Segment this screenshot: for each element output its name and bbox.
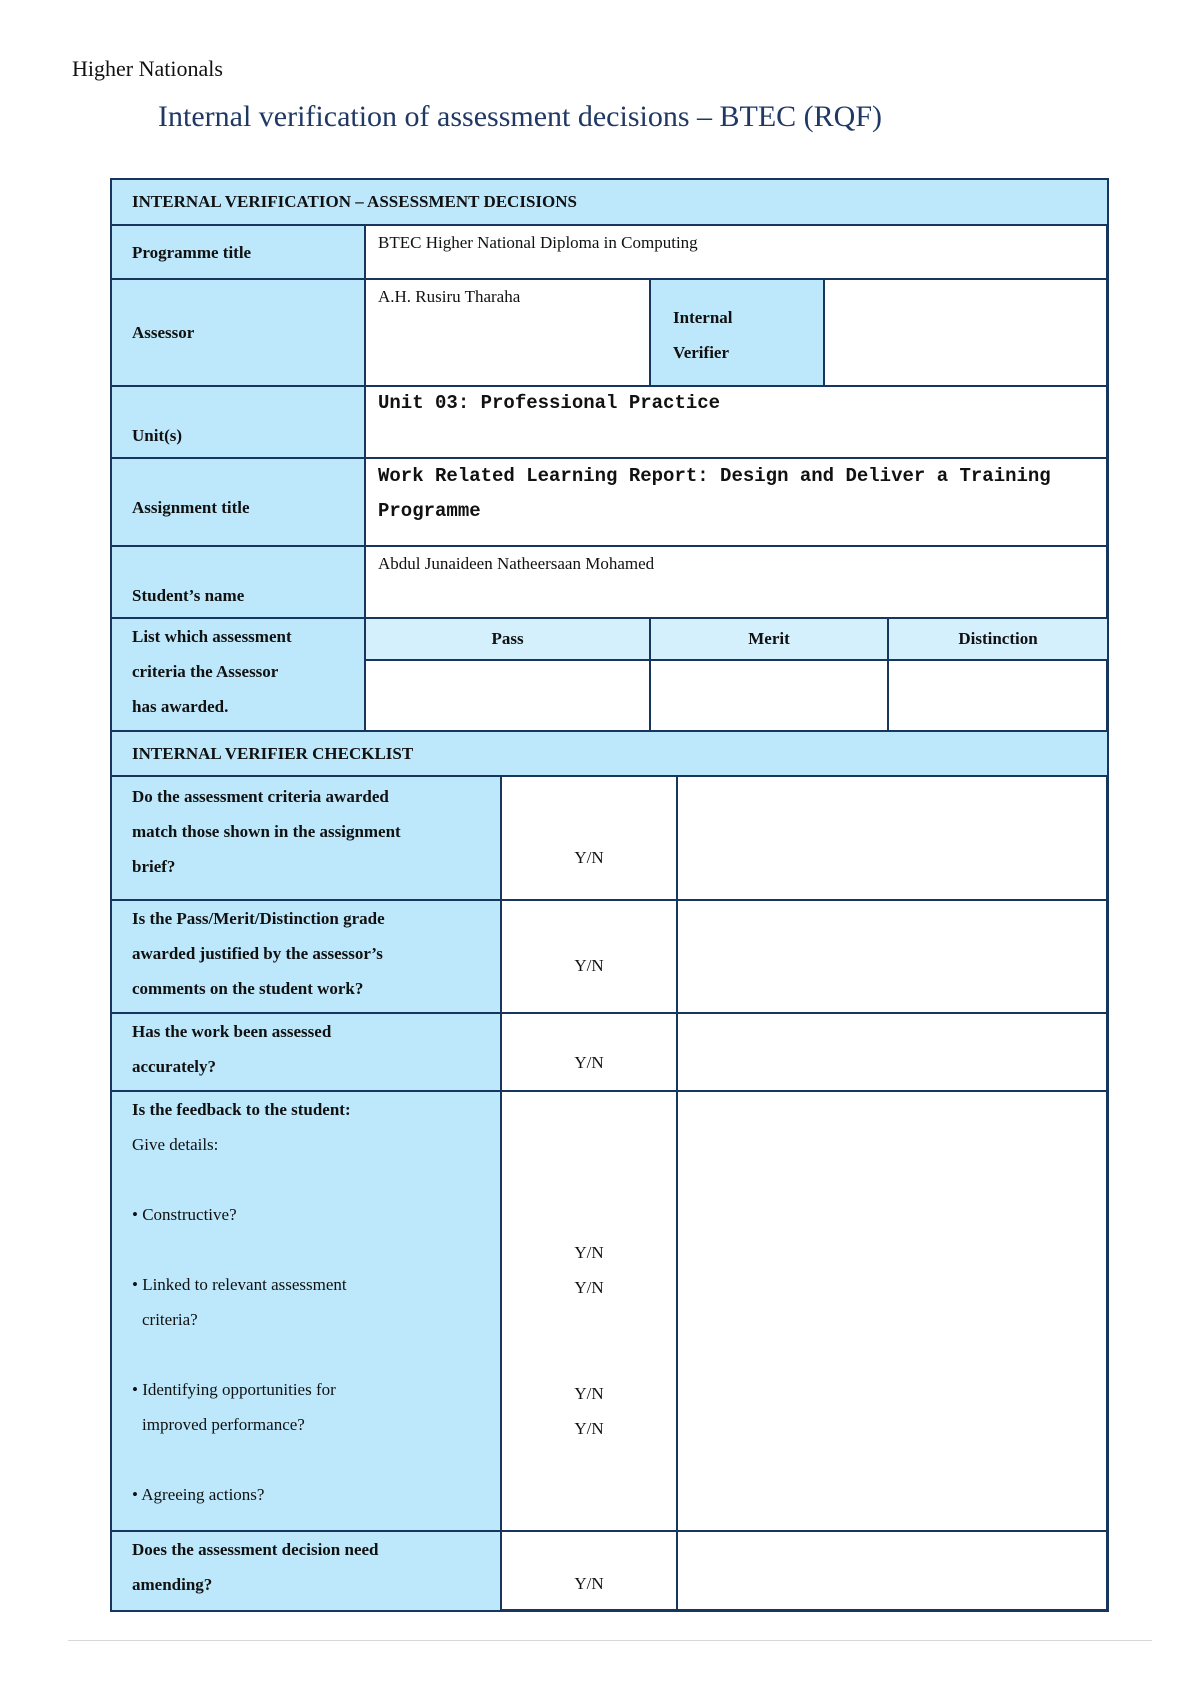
q2-details [676, 899, 1109, 1014]
q5-details [676, 1530, 1109, 1612]
assignment-label: Assignment title [110, 457, 366, 547]
distinction-value [887, 659, 1109, 732]
student-value: Abdul Junaideen Natheersaan Mohamed [364, 545, 1109, 619]
q2-yn: Y/N [500, 899, 678, 1014]
page-footer-rule [68, 1640, 1152, 1641]
criteria-label: List which assessment criteria the Assessor has awarded. [110, 617, 366, 732]
checklist-q3: Has the work been assessed accurately? [110, 1012, 502, 1092]
programme-value: BTEC Higher National Diploma in Computing [364, 224, 1109, 280]
q4-details [676, 1090, 1109, 1532]
distinction-header: Distinction [887, 617, 1109, 661]
unit-value: Unit 03: Professional Practice [364, 385, 1109, 459]
q1-details [676, 775, 1109, 901]
merit-header: Merit [649, 617, 889, 661]
internal-verifier-value [823, 278, 1109, 387]
checklist-q4: Is the feedback to the student: Give details: • Constructive? • Linked to relevant assessment criteria? • Identifying opportunities for improved performance? • Agreeing actions? [110, 1090, 502, 1532]
internal-verifier-label: Internal Verifier [649, 278, 825, 387]
q1-yn: Y/N [500, 775, 678, 901]
q3-yn: Y/N [500, 1012, 678, 1092]
student-label: Student’s name [110, 545, 366, 619]
pass-header: Pass [364, 617, 651, 661]
q5-yn: Y/N [500, 1530, 678, 1612]
checklist-heading: INTERNAL VERIFIER CHECKLIST [110, 730, 1109, 777]
merit-value [649, 659, 889, 732]
q3-details [676, 1012, 1109, 1092]
q4-yn: Y/N Y/N Y/N Y/N [500, 1090, 678, 1532]
checklist-q2: Is the Pass/Merit/Distinction grade awarded justified by the assessor’s comments on the student work? [110, 899, 502, 1014]
assessor-label: Assessor [110, 278, 366, 387]
decisions-heading-text: INTERNAL VERIFICATION – ASSESSMENT DECISIONS [132, 192, 577, 211]
unit-label: Unit(s) [110, 385, 366, 459]
org-header: Higher Nationals [72, 56, 223, 81]
programme-label: Programme title [110, 224, 366, 280]
checklist-q5: Does the assessment decision need amending? [110, 1530, 502, 1612]
decisions-heading [110, 178, 1109, 226]
assessor-value: A.H. Rusiru Tharaha [364, 278, 651, 387]
pass-value [364, 659, 651, 732]
checklist-q1: Do the assessment criteria awarded match those shown in the assignment brief? [110, 775, 502, 901]
assignment-value: Work Related Learning Report: Design and Deliver a Training Programme [364, 457, 1109, 547]
document-title: Internal verification of assessment decisions – BTEC (RQF) [158, 100, 883, 133]
